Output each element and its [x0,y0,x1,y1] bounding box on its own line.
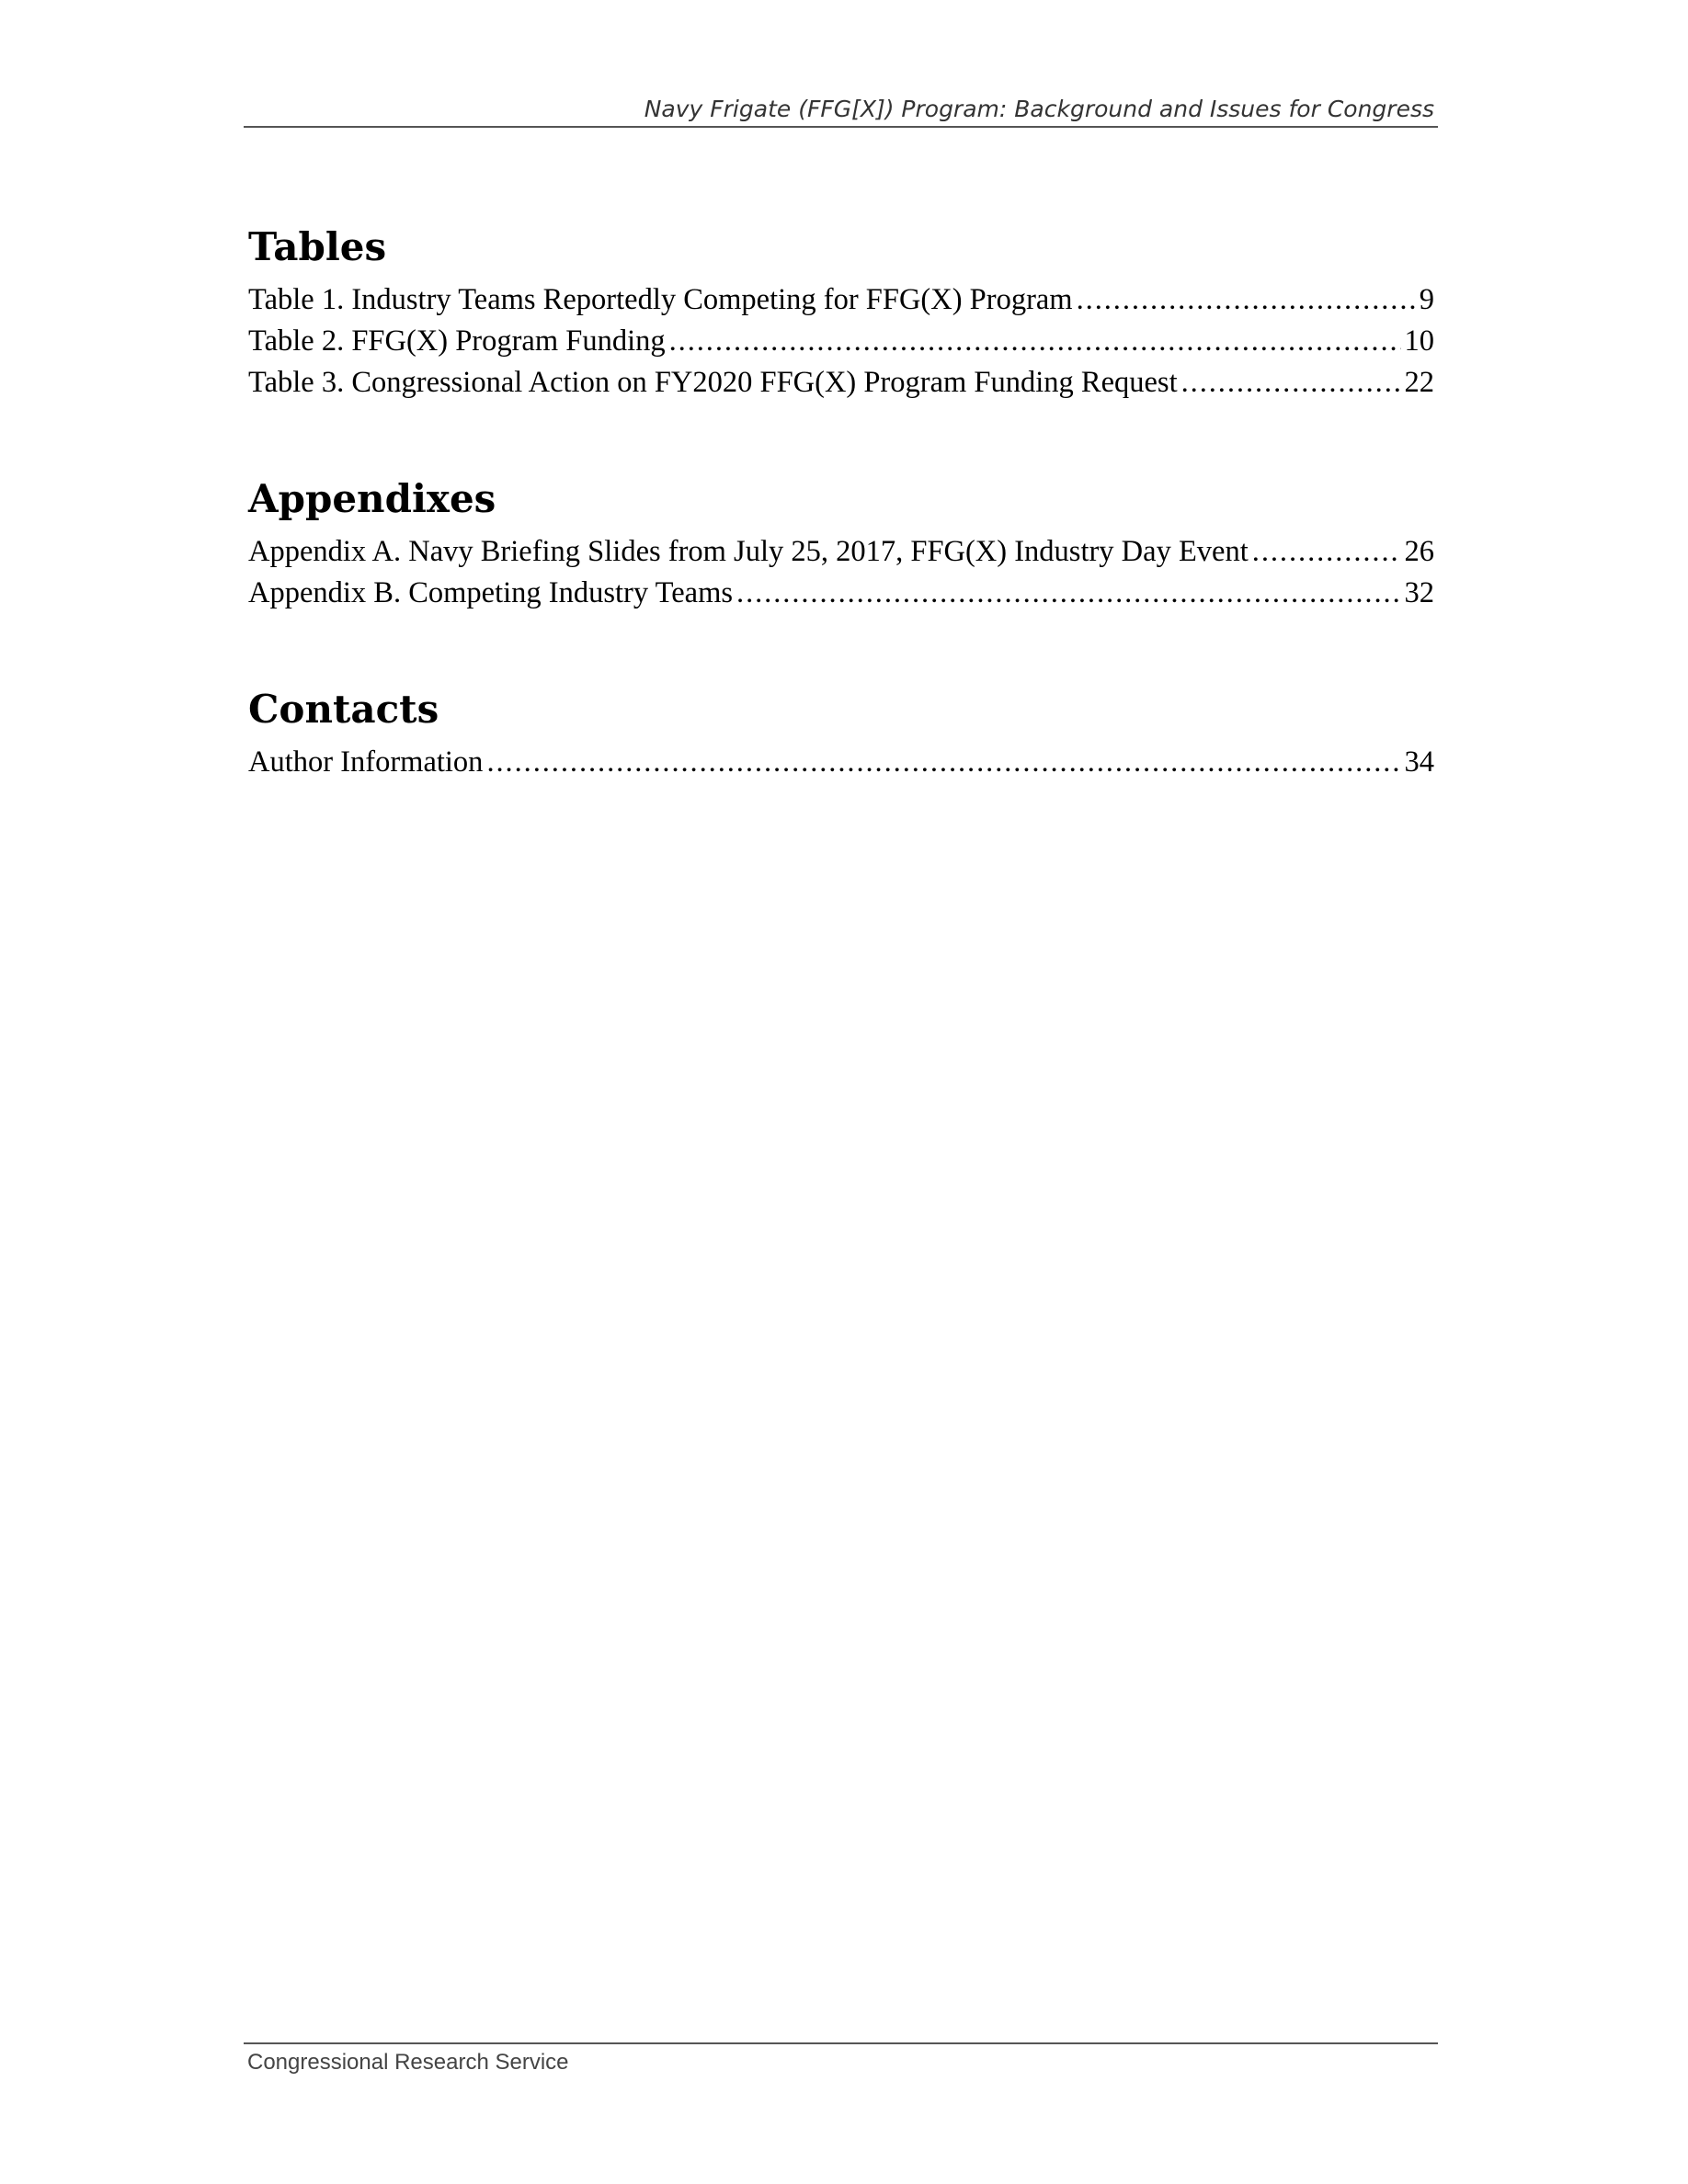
toc-entry-label: Table 2. FFG(X) Program Funding [248,324,666,358]
toc-entry-appendix-b[interactable] [248,573,1434,614]
running-header: Navy Frigate (FFG[X]) Program: Background and Issues for Congress [644,96,1434,122]
dot-leader [1181,362,1401,404]
toc-entry-label: Table 1. Industry Teams Reportedly Competing for FFG(X) Program [248,283,1073,317]
tables-section [248,224,1434,404]
toc-entry-table-1[interactable] [248,279,1434,321]
toc-entry-label: Appendix B. Competing Industry Teams [248,576,734,610]
footer-rule [244,2042,1438,2044]
section-title-tables: Tables [248,224,387,269]
toc-entry-author-information[interactable] [248,742,1434,783]
section-title-contacts: Contacts [248,687,439,732]
dot-leader [1252,531,1401,573]
toc-entry-table-2[interactable] [248,321,1434,362]
toc-entry-table-3[interactable] [248,362,1434,404]
dot-leader [736,573,1400,614]
toc-entry-page: 10 [1404,324,1434,358]
dot-leader [669,321,1401,362]
toc-entry-appendix-a[interactable] [248,531,1434,573]
dot-leader [1077,279,1416,321]
header-rule [244,126,1438,128]
toc-entry-page: 9 [1419,283,1434,317]
toc-entry-page: 32 [1404,576,1434,610]
toc-entry-page: 26 [1404,535,1434,569]
appendixes-section [248,476,1434,614]
toc-entry-page: 22 [1404,366,1434,400]
section-title-appendixes: Appendixes [248,476,496,521]
toc-entry-label: Table 3. Congressional Action on FY2020 FFG(X) Program Funding Request [248,366,1178,400]
toc-entry-label: Author Information [248,745,484,779]
toc-entry-label: Appendix A. Navy Briefing Slides from July 25, 2017, FFG(X) Industry Day Event [248,535,1249,569]
contacts-section [248,687,1434,783]
dot-leader [486,742,1400,783]
toc-entry-page: 34 [1404,745,1434,779]
running-footer: Congressional Research Service [247,2050,569,2075]
